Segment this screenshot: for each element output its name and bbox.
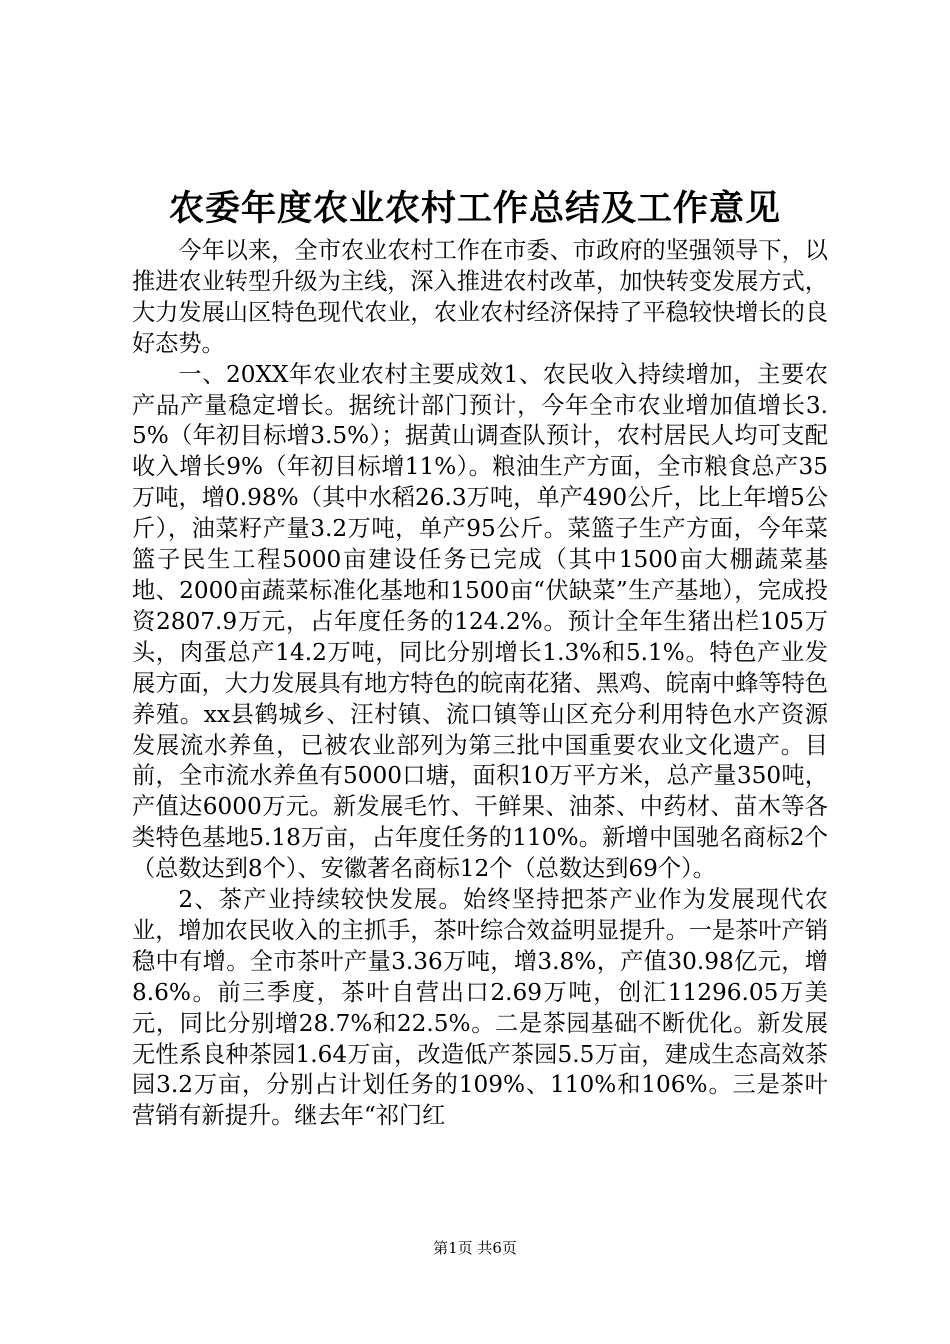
paragraph-tea-industry: 2、茶产业持续较快发展。始终坚持把茶产业作为发展现代农业，增加农民收入的主抓手，茶叶综合效益明显提升。一是茶叶产销稳中有增。全市茶叶产量3.36万吨，增3.8%，产值30.98亿元，增8.6%。前三季度，茶叶自营出口2.69万吨，创汇11296.05万美元，同比分别增28.7%和22.5%。二是茶园基础不断优化。新发展无性系良种茶园1.64万亩，改造低产茶园5.5万亩，建成生态高效茶园3.2万亩，分别占计划任务的109%、110%和106%。三是茶叶营销有新提升。继去年“祁门红 bbox=[132, 886, 828, 1130]
page-footer: 第1页 共6页 bbox=[433, 1239, 517, 1257]
paragraph-achievements: 一、20XX年农业农村主要成效1、农民收入持续增加，主要农产品产量稳定增长。据统计部门预计，今年全市农业增加值增长3.5%（年初目标增3.5%）；据黄山调查队预计，农村居民人均可支配收入增长9%（年初目标增11%）。粮油生产方面，全市粮食总产35万吨，增0.98%（其中水稻26.3万吨，单产490公斤，比上年增5公斤），油菜籽产量3.2万吨，单产95公斤。菜篮子生产方面，今年菜篮子民生工程5000亩建设任务已完成（其中1500亩大棚蔬菜基地、2000亩蔬菜标准化基地和1500亩“伏缺菜”生产基地），完成投资2807.9万元，占年度任务的124.2%。预计全年生猪出栏105万头，肉蛋总产14.2万吨，同比分别增长1.3%和5.1%。特色产业发展方面，大力发展具有地方特色的皖南花猪、黑鸡、皖南中蜂等特色养殖。xx县鹤城乡、汪村镇、流口镇等山区充分利用特色水产资源发展流水养鱼，已被农业部列为第三批中国重要农业文化遗产。目前，全市流水养鱼有5000口塘，面积10万平方米，总产量350吨，产值达6000万元。新发展毛竹、干鲜果、油茶、中药材、苗木等各类特色基地5.18万亩，占年度任务的110%。新增中国驰名商标2个（总数达到8个）、安徽著名商标12个（总数达到69个）。 bbox=[132, 360, 828, 883]
document-body bbox=[132, 236, 828, 1132]
paragraph-intro: 今年以来，全市农业农村工作在市委、市政府的坚强领导下，以推进农业转型升级为主线，深入推进农村改革，加快转变发展方式，大力发展山区特色现代农业，农业农村经济保持了平稳较快增长的良好态势。 bbox=[132, 237, 828, 357]
document-title: 农委年度农业农村工作总结及工作意见 bbox=[168, 188, 781, 229]
